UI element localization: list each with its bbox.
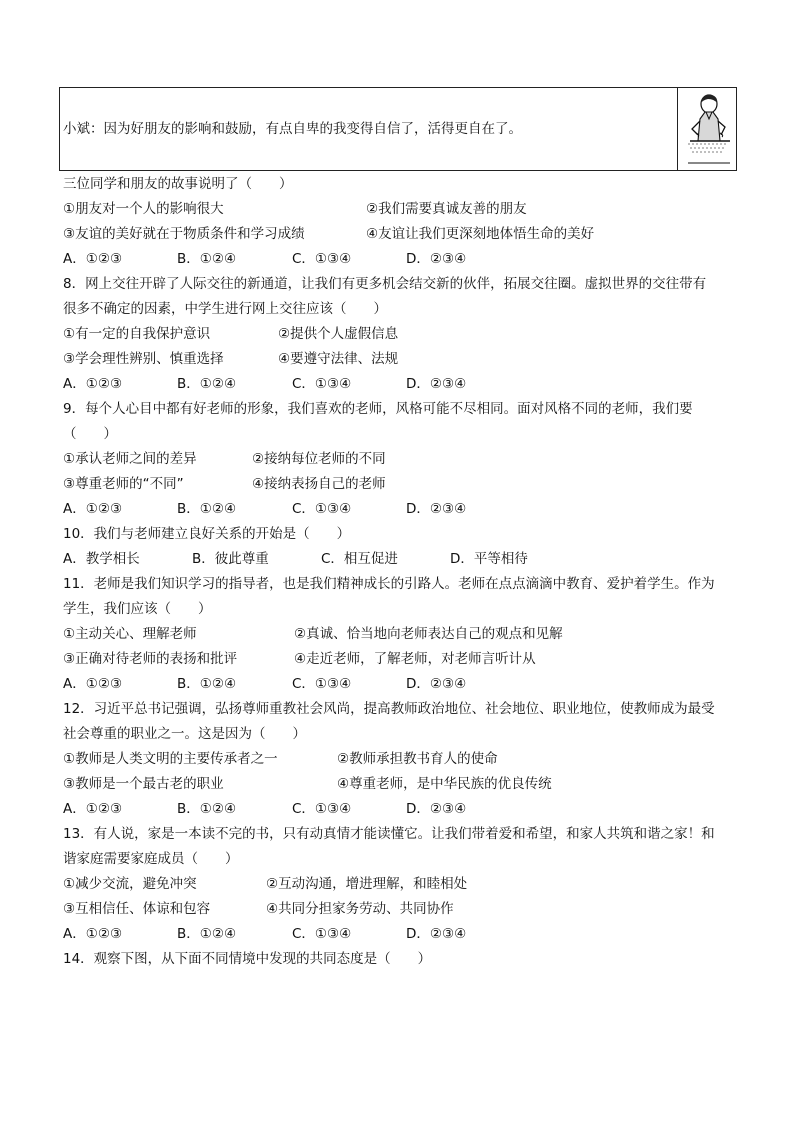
q13-stem-line-1: 13．有人说，家是一本读不完的书，只有动真情才能读懂它。让我们带着爱和希望，和家人共筑和谐之家！和 (63, 826, 715, 842)
q9-choice-d[interactable]: D．②③④ (406, 501, 467, 517)
q10-choice-d[interactable]: D．平等相待 (450, 551, 528, 567)
q9-item-3: ③尊重老师的“不同” (63, 476, 184, 492)
q9-item-1: ①承认老师之间的差异 (63, 451, 197, 467)
q9-item-4: ④接纳表扬自己的老师 (252, 476, 386, 492)
q9-choice-c[interactable]: C．①③④ (292, 501, 352, 517)
q13-item-2: ②互动沟通，增进理解，和睦相处 (266, 876, 468, 892)
q11-item-4: ④走近老师，了解老师，对老师言听计从 (294, 651, 536, 667)
q8-choice-d[interactable]: D．②③④ (406, 376, 467, 392)
q12-choice-c[interactable]: C．①③④ (292, 801, 352, 817)
q11-choice-b[interactable]: B．①②④ (177, 676, 237, 692)
q13-choice-d[interactable]: D．②③④ (406, 926, 467, 942)
q9-choice-a[interactable]: A．①②③ (63, 501, 123, 517)
q12-choice-a[interactable]: A．①②③ (63, 801, 123, 817)
q7-stem: 三位同学和朋友的故事说明了（ ） (63, 176, 293, 192)
q12-stem-line-2: 社会尊重的职业之一。这是因为（ ） (63, 726, 306, 742)
q12-choice-b[interactable]: B．①②④ (177, 801, 237, 817)
q8-item-3: ③学会理性辨别、慎重选择 (63, 351, 224, 367)
q8-choice-c[interactable]: C．①③④ (292, 376, 352, 392)
q8-choice-b[interactable]: B．①②④ (177, 376, 237, 392)
q13-choice-b[interactable]: B．①②④ (177, 926, 237, 942)
q8-item-1: ①有一定的自我保护意识 (63, 326, 211, 342)
q11-stem-line-2: 学生，我们应该（ ） (63, 601, 212, 617)
q11-item-3: ③正确对待老师的表扬和批评 (63, 651, 238, 667)
q14-stem: 14．观察下图，从下面不同情境中发现的共同态度是（ ） (63, 951, 432, 967)
q8-stem-line-1: 8．网上交往开辟了人际交往的新通道，让我们有更多机会结交新的伙伴，拓展交往圈。虚拟世界的交往带有 (63, 276, 707, 292)
q12-item-2: ②教师承担教书育人的使命 (337, 751, 498, 767)
q13-stem-line-2: 谐家庭需要家庭成员（ ） (63, 851, 239, 867)
q11-item-2: ②真诚、恰当地向老师表达自己的观点和见解 (294, 626, 563, 642)
q7-choice-c[interactable]: C．①③④ (292, 251, 352, 267)
q11-stem-line-1: 11．老师是我们知识学习的指导者，也是我们精神成长的引路人。老师在点点滴滴中教育、爱护着学生。作为 (63, 576, 715, 592)
q9-item-2: ②接纳每位老师的不同 (252, 451, 386, 467)
q12-item-4: ④尊重老师，是中华民族的优良传统 (337, 776, 552, 792)
q9-stem-line-2: （ ） (63, 426, 117, 442)
q13-item-1: ①减少交流，避免冲突 (63, 876, 197, 892)
q13-choice-a[interactable]: A．①②③ (63, 926, 123, 942)
q11-choice-c[interactable]: C．①③④ (292, 676, 352, 692)
q11-choice-a[interactable]: A．①②③ (63, 676, 123, 692)
q8-choice-a[interactable]: A．①②③ (63, 376, 123, 392)
boy-illustration (682, 91, 734, 167)
quote-divider (677, 88, 678, 170)
q12-item-3: ③教师是一个最古老的职业 (63, 776, 224, 792)
q7-item-3: ③友谊的美好就在于物质条件和学习成绩 (63, 226, 305, 242)
q10-choice-b[interactable]: B．彼此尊重 (192, 551, 269, 567)
q7-item-2: ②我们需要真诚友善的朋友 (366, 201, 527, 217)
q13-item-4: ④共同分担家务劳动、共同协作 (266, 901, 454, 917)
q10-choice-c[interactable]: C．相互促进 (321, 551, 398, 567)
q10-stem: 10．我们与老师建立良好关系的开始是（ ） (63, 526, 351, 542)
q7-item-4: ④友谊让我们更深刻地体悟生命的美好 (366, 226, 595, 242)
q13-item-3: ③互相信任、体谅和包容 (63, 901, 211, 917)
q11-item-1: ①主动关心、理解老师 (63, 626, 197, 642)
q9-stem-line-1: 9．每个人心目中都有好老师的形象，我们喜欢的老师，风格可能不尽相同。面对风格不同的老师，我们要 (63, 401, 693, 417)
q7-choice-b[interactable]: B．①②④ (177, 251, 237, 267)
q12-stem-line-1: 12．习近平总书记强调，弘扬尊师重教社会风尚，提高教师政治地位、社会地位、职业地位，使教师成为最受 (63, 701, 715, 717)
quote-box (59, 87, 737, 171)
q12-item-1: ①教师是人类文明的主要传承者之一 (63, 751, 278, 767)
q7-choice-d[interactable]: D．②③④ (406, 251, 467, 267)
q8-item-2: ②提供个人虚假信息 (278, 326, 399, 342)
q11-choice-d[interactable]: D．②③④ (406, 676, 467, 692)
q8-item-4: ④要遵守法律、法规 (278, 351, 399, 367)
q9-choice-b[interactable]: B．①②④ (177, 501, 237, 517)
quote-text: 小斌：因为好朋友的影响和鼓励，有点自卑的我变得自信了，活得更自在了。 (63, 121, 522, 137)
q7-item-1: ①朋友对一个人的影响很大 (63, 201, 224, 217)
q10-choice-a[interactable]: A．教学相长 (63, 551, 140, 567)
q12-choice-d[interactable]: D．②③④ (406, 801, 467, 817)
q7-choice-a[interactable]: A．①②③ (63, 251, 123, 267)
q13-choice-c[interactable]: C．①③④ (292, 926, 352, 942)
q8-stem-line-2: 很多不确定的因素，中学生进行网上交往应该（ ） (63, 301, 387, 317)
